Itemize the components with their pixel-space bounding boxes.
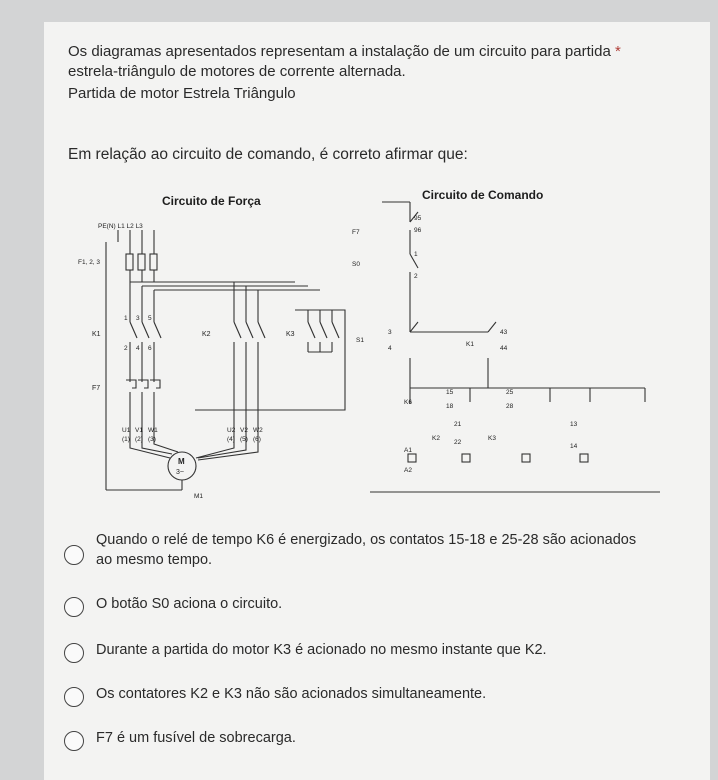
question-line-1: Os diagramas apresentados representam a instalação de um circuito para partida: [68, 43, 611, 60]
radio-button[interactable]: [64, 731, 84, 751]
term-2: 2: [124, 345, 128, 352]
motor-id-label: M1: [194, 493, 204, 500]
power-circuit-labels: [78, 223, 295, 500]
f7-control-label: F7: [352, 229, 360, 236]
k2-power-label: K2: [202, 331, 211, 338]
c18-label: 18: [446, 403, 454, 410]
power-circuit-title: Circuito de Força: [162, 194, 261, 208]
k2-control-label: K2: [432, 435, 440, 442]
k1-power-label: K1: [92, 331, 101, 338]
power-circuit-wires: [106, 230, 345, 490]
k1-control-label: K1: [466, 341, 474, 348]
term-5: 5: [148, 315, 152, 322]
option-2-label: O botão S0 aciona o circuito.: [96, 596, 283, 612]
s1-label: S1: [356, 337, 364, 344]
w2-label: W2: [253, 427, 263, 434]
radio-button[interactable]: [64, 597, 84, 617]
question-subtitle: Partida de motor Estrela Triângulo: [68, 85, 296, 102]
circuit-diagram-image: [70, 182, 670, 512]
option-5-label: F7 é um fusível de sobrecarga.: [96, 730, 296, 746]
k3-control-label: K3: [488, 435, 496, 442]
a2-label: A2: [404, 467, 412, 474]
f7-power-label: F7: [92, 385, 101, 392]
n2-label: (2): [135, 436, 143, 443]
v1-label: V1: [135, 427, 143, 434]
n1-label: (1): [122, 436, 130, 443]
motor-m-label: M: [178, 457, 185, 466]
c96-label: 96: [414, 227, 422, 234]
n3-label: (3): [148, 436, 156, 443]
u2-label: U2: [227, 427, 236, 434]
c15-label: 15: [446, 389, 454, 396]
term-1: 1: [124, 315, 128, 322]
question-line-2: estrela-triângulo de motores de corrente alternada.: [68, 63, 406, 80]
c25-label: 25: [506, 389, 514, 396]
control-circuit-labels: [352, 215, 578, 474]
option-3-label: Durante a partida do motor K3 é acionado no mesmo instante que K2.: [96, 642, 547, 658]
radio-button[interactable]: [64, 545, 84, 565]
question-prompt: Em relação ao circuito de comando, é correto afirmar que:: [68, 146, 468, 163]
option-4-label: Os contatores K2 e K3 não são acionados simultaneamente.: [96, 686, 487, 702]
control-circuit-title: Circuito de Comando: [422, 188, 544, 202]
n4-label: (4): [227, 436, 235, 443]
fuses-label: F1, 2, 3: [78, 259, 101, 266]
circuit-schematic: [70, 182, 670, 512]
required-mark: *: [614, 43, 621, 60]
option-1-line-2: ao mesmo tempo.: [96, 552, 213, 568]
n6-label: (6): [253, 436, 261, 443]
c13-label: 13: [570, 421, 578, 428]
c3-label: 3: [388, 329, 392, 336]
term-4: 4: [136, 345, 140, 352]
motor-phase-label: 3~: [176, 469, 184, 476]
c1-label: 1: [414, 251, 418, 258]
question-text: [68, 42, 698, 104]
k3-power-label: K3: [286, 331, 295, 338]
c22-label: 22: [454, 439, 462, 446]
option-1-line-1: Quando o relé de tempo K6 é energizado, os contatos 15-18 e 25-28 são acionados: [96, 532, 637, 548]
c44-label: 44: [500, 345, 508, 352]
radio-button[interactable]: [64, 643, 84, 663]
c43-label: 43: [500, 329, 508, 336]
c4-label: 4: [388, 345, 392, 352]
w1-label: W1: [148, 427, 158, 434]
control-circuit-wires: [370, 202, 660, 492]
c95-label: 95: [414, 215, 422, 222]
supply-label: PE(N) L1 L2 L3: [98, 223, 143, 230]
c14-label: 14: [570, 443, 578, 450]
v2-label: V2: [240, 427, 248, 434]
radio-button[interactable]: [64, 687, 84, 707]
c28-label: 28: [506, 403, 514, 410]
c2-label: 2: [414, 273, 418, 280]
c21-label: 21: [454, 421, 462, 428]
term-6: 6: [148, 345, 152, 352]
s0-label: S0: [352, 261, 360, 268]
term-3: 3: [136, 315, 140, 322]
a1-label: A1: [404, 447, 412, 454]
u1-label: U1: [122, 427, 131, 434]
n5-label: (5): [240, 436, 248, 443]
k6-control-label: K6: [404, 399, 412, 406]
